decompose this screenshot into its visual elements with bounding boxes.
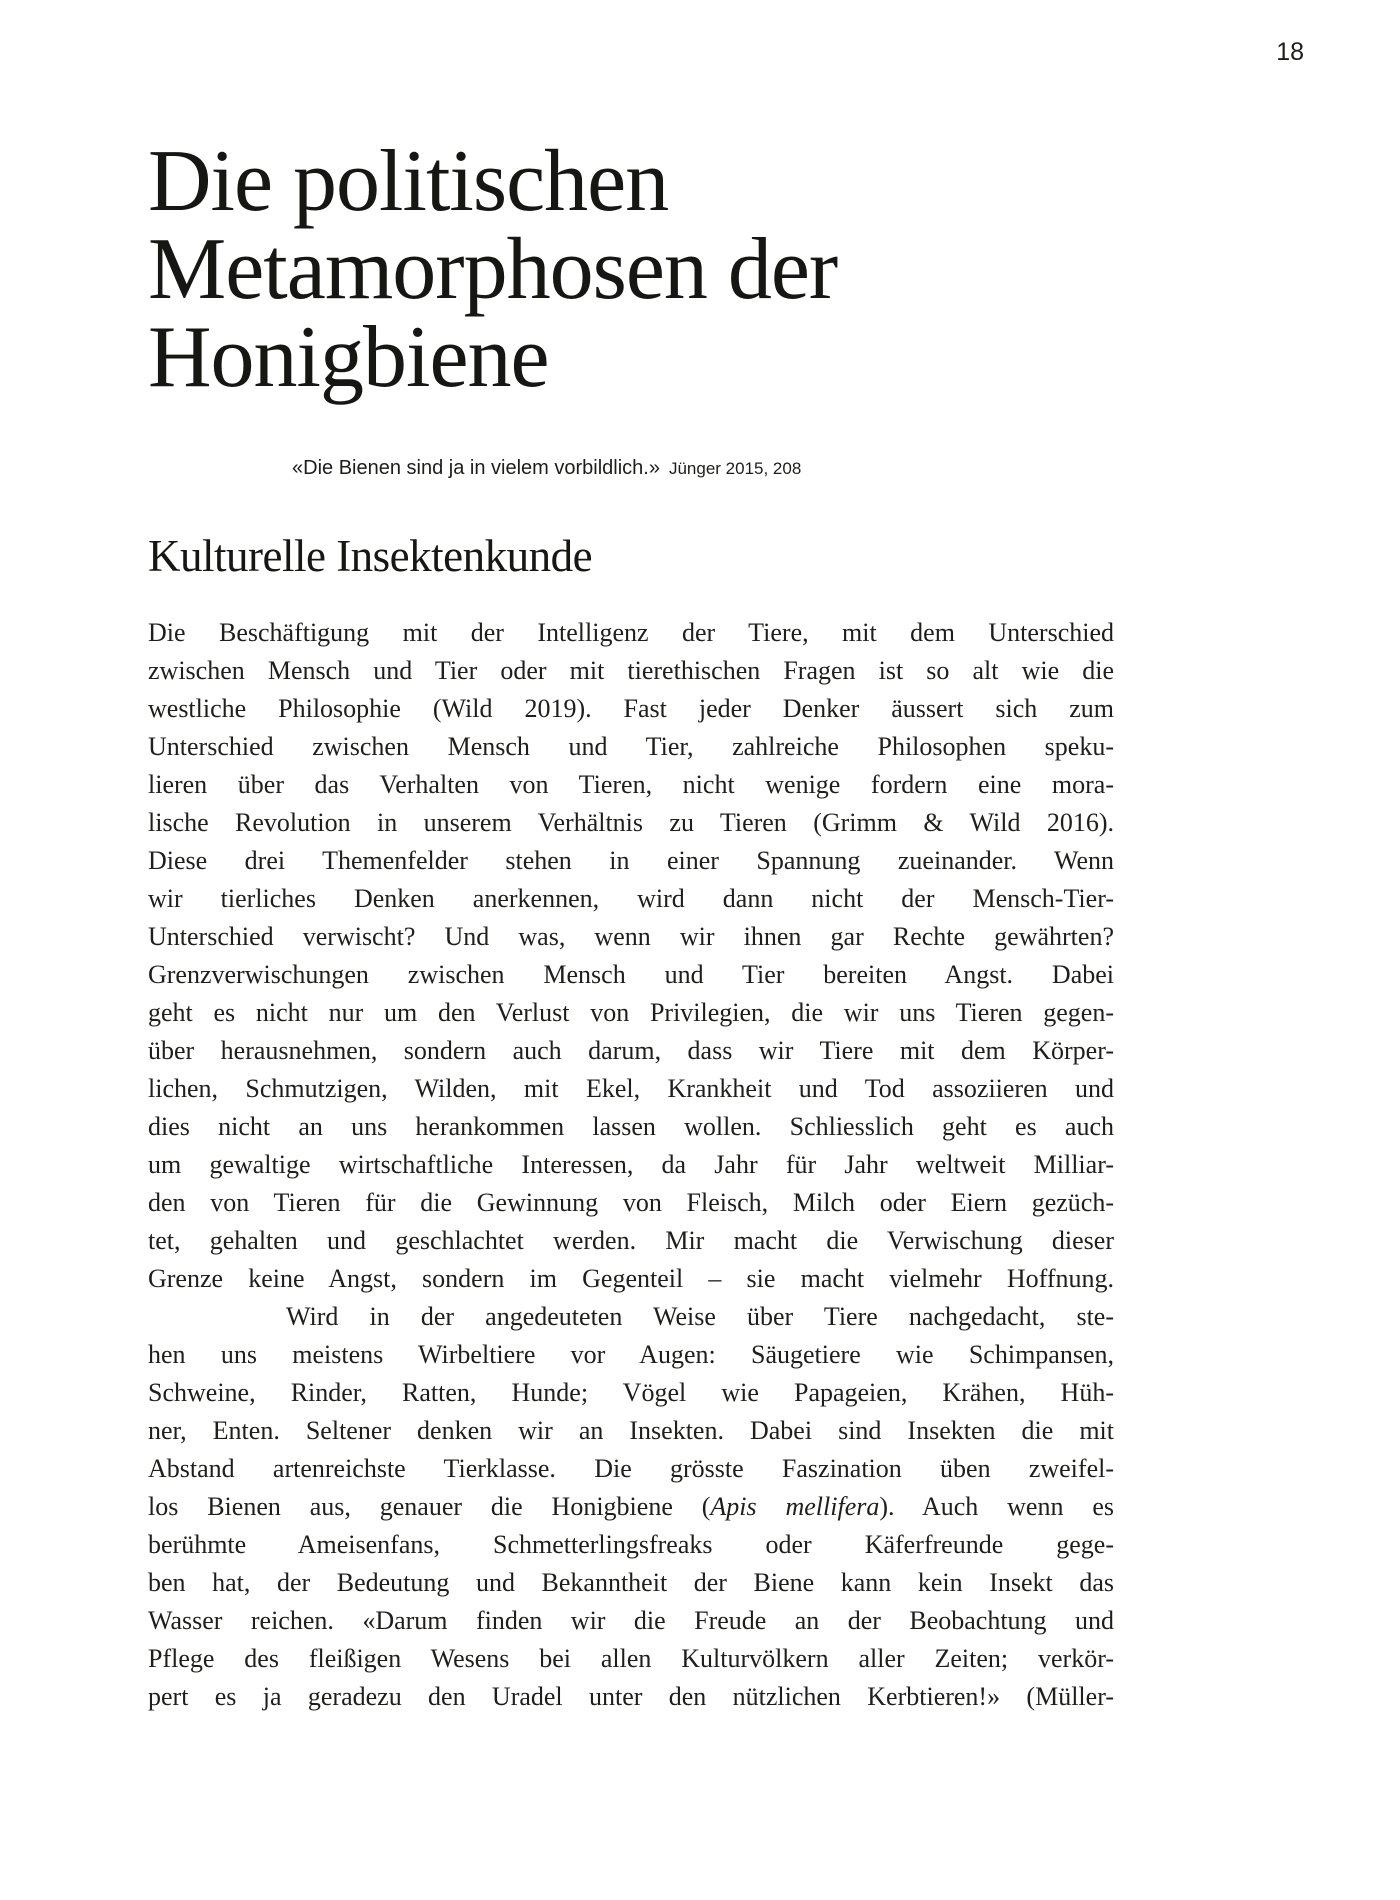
species-line-post: ). Auch wenn es xyxy=(879,1492,1114,1521)
text-line: Unterschied zwischen Mensch und Tier, zahlreiche Philosophen speku- xyxy=(148,732,1114,761)
text-line: zwischen Mensch und Tier oder mit tierethischen Fragen ist so alt wie die xyxy=(148,656,1114,685)
text-line: Abstand artenreichste Tierklasse. Die grösste Faszination üben zweifel- xyxy=(148,1454,1114,1483)
text-line: Wasser reichen. «Darum finden wir die Freude an der Beobachtung und xyxy=(148,1606,1114,1635)
text-line: berühmte Ameisenfans, Schmetterlingsfreaks oder Käferfreunde gege- xyxy=(148,1530,1114,1559)
paragraph-1 xyxy=(148,614,1114,1298)
page-number: 18 xyxy=(1276,38,1304,66)
text-line-species xyxy=(148,1488,1114,1526)
text-line: Die Beschäftigung mit der Intelligenz der Tiere, mit dem Unterschied xyxy=(148,618,1114,647)
text-line: dies nicht an uns herankommen lassen wollen. Schliesslich geht es auch xyxy=(148,1112,1114,1141)
text-line: den von Tieren für die Gewinnung von Fleisch, Milch oder Eiern gezüch- xyxy=(148,1188,1114,1217)
text-line: geht es nicht nur um den Verlust von Privilegien, die wir uns Tieren gegen- xyxy=(148,998,1114,1027)
chapter-title-line: Honigbiene xyxy=(148,309,549,406)
epigraph xyxy=(292,456,801,482)
species-name-italic: Apis mellifera xyxy=(710,1492,880,1521)
epigraph-quote: «Die Bienen sind ja in vielem vorbildlich.» xyxy=(292,457,660,479)
text-line: wir tierliches Denken anerkennen, wird dann nicht der Mensch-Tier- xyxy=(148,884,1114,913)
text-line: lische Revolution in unserem Verhältnis zu Tieren (Grimm & Wild 2016). xyxy=(148,808,1114,837)
text-line: Pflege des fleißigen Wesens bei allen Kulturvölkern aller Zeiten; verkör- xyxy=(148,1644,1114,1673)
section-heading: Kulturelle Insektenkunde xyxy=(148,531,593,581)
paragraph-2 xyxy=(148,1298,1114,1716)
text-line-indented: Wird in der angedeuteten Weise über Tiere nachgedacht, ste- xyxy=(286,1302,1114,1331)
text-line: um gewaltige wirtschaftliche Interessen, da Jahr für Jahr weltweit Milliar- xyxy=(148,1150,1114,1179)
text-line: hen uns meistens Wirbeltiere vor Augen: Säugetiere wie Schimpansen, xyxy=(148,1340,1114,1369)
text-line: tet, gehalten und geschlachtet werden. Mir macht die Verwischung dieser xyxy=(148,1226,1114,1255)
text-line: Grenzverwischungen zwischen Mensch und Tier bereiten Angst. Dabei xyxy=(148,960,1114,989)
text-line: Schweine, Rinder, Ratten, Hunde; Vögel wie Papageien, Krähen, Hüh- xyxy=(148,1378,1114,1407)
text-line: Grenze keine Angst, sondern im Gegenteil – sie macht vielmehr Hoffnung. xyxy=(148,1264,1114,1293)
text-line: pert es ja geradezu den Uradel unter den nützlichen Kerbtieren!» (Müller- xyxy=(148,1682,1114,1711)
chapter-title-line: Metamorphosen der xyxy=(148,221,838,318)
text-line: über herausnehmen, sondern auch darum, dass wir Tiere mit dem Körper- xyxy=(148,1036,1114,1065)
text-line: Diese drei Themenfelder stehen in einer Spannung zueinander. Wenn xyxy=(148,846,1114,875)
text-line: Unterschied verwischt? Und was, wenn wir ihnen gar Rechte gewährten? xyxy=(148,922,1114,951)
chapter-title xyxy=(148,133,838,406)
text-line: ner, Enten. Seltener denken wir an Insekten. Dabei sind Insekten die mit xyxy=(148,1416,1114,1445)
chapter-title-line: Die politischen xyxy=(148,133,669,230)
text-line: lieren über das Verhalten von Tieren, nicht wenige fordern eine mora- xyxy=(148,770,1114,799)
epigraph-citation: Jünger 2015, 208 xyxy=(668,459,802,478)
text-line: ben hat, der Bedeutung und Bekanntheit der Biene kann kein Insekt das xyxy=(148,1568,1114,1597)
body-text xyxy=(148,614,1114,1716)
species-line-pre: los Bienen aus, genauer die Honigbiene ( xyxy=(148,1492,711,1521)
text-line: lichen, Schmutzigen, Wilden, mit Ekel, Krankheit und Tod assoziieren und xyxy=(148,1074,1114,1103)
text-line: westliche Philosophie (Wild 2019). Fast jeder Denker äussert sich zum xyxy=(148,694,1114,723)
